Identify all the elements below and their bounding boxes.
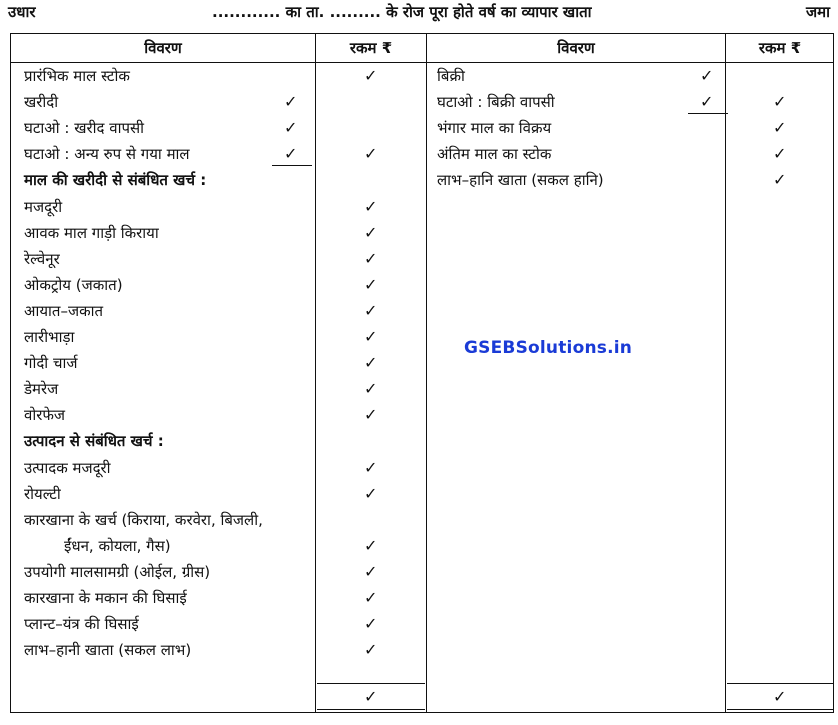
- debit-row-label: प्लान्ट–यंत्र की घिसाई: [24, 615, 139, 634]
- credit-amount-tick: ✓: [773, 144, 787, 164]
- debit-row-label: खरीदी: [24, 93, 59, 112]
- debit-amount-tick: ✓: [364, 561, 378, 581]
- debit-label: उधार: [8, 3, 36, 21]
- credit-row-label: लाभ–हानि खाता (सकल हानि): [437, 171, 604, 190]
- debit-row-label: रेल्वेनूर: [24, 249, 60, 268]
- credit-row-label: बिक्री: [437, 67, 465, 85]
- debit-row-label: आयात–जकात: [24, 301, 104, 320]
- debit-row-label: उत्पादन से संबंधित खर्च :: [24, 432, 164, 451]
- debit-amount-tick: ✓: [364, 457, 378, 477]
- credit-amount-heading: रकम ₹: [758, 39, 802, 57]
- debit-subtotal-rule: [272, 165, 312, 166]
- debit-particulars-heading: विवरण: [144, 39, 182, 57]
- credit-subtotal-rule: [688, 113, 728, 114]
- divider-credit-amount: [725, 33, 726, 713]
- debit-row-label: मजदूरी: [24, 197, 63, 216]
- debit-row-label: ईंधन, कोयला, गैस): [64, 536, 171, 555]
- debit-total-double-rule: [317, 709, 425, 710]
- debit-inner-tick: ✓: [284, 144, 298, 164]
- debit-row-label: रोयल्टी: [24, 484, 61, 503]
- debit-row-label: डेमरेज: [24, 380, 59, 399]
- debit-row-label: गोदी चार्ज: [24, 354, 78, 373]
- debit-amount-tick: ✓: [364, 483, 378, 503]
- debit-row-label: आवक माल गाड़ी किराया: [24, 223, 159, 242]
- divider-center: [426, 33, 427, 713]
- debit-amount-tick: ✓: [364, 405, 378, 425]
- credit-total-tick: ✓: [773, 687, 787, 706]
- credit-amount-tick: ✓: [773, 92, 787, 112]
- debit-amount-tick: ✓: [364, 353, 378, 373]
- credit-total-double-rule: [727, 709, 833, 710]
- debit-row-label: प्रारंभिक माल स्टोक: [24, 67, 130, 85]
- debit-inner-tick: ✓: [284, 118, 298, 138]
- debit-inner-tick: ✓: [284, 92, 298, 112]
- debit-total-rule: [317, 683, 425, 684]
- debit-row-label: कारखाना के खर्च (किराया, करवेरा, बिजली,: [24, 510, 263, 529]
- debit-amount-tick: ✓: [364, 274, 378, 294]
- debit-amount-tick: ✓: [364, 379, 378, 399]
- debit-amount-tick: ✓: [364, 144, 378, 164]
- debit-amount-tick: ✓: [364, 300, 378, 320]
- debit-amount-tick: ✓: [364, 614, 378, 634]
- credit-amount-tick: ✓: [773, 118, 787, 138]
- debit-amount-tick: ✓: [364, 222, 378, 242]
- debit-row-label: माल की खरीदी से संबंधित खर्च :: [24, 171, 207, 190]
- credit-amount-tick: ✓: [773, 170, 787, 190]
- debit-row-label: कारखाना के मकान की घिसाई: [24, 589, 187, 607]
- debit-amount-tick: ✓: [364, 66, 378, 85]
- credit-inner-tick: ✓: [700, 66, 714, 85]
- site-watermark: GSEBSolutions.in: [464, 338, 633, 358]
- header-rule: [10, 62, 834, 63]
- debit-row-label: उपयोगी मालसामग्री (ओईल, ग्रीस): [24, 562, 211, 581]
- credit-row-label: घटाओ : बिक्री वापसी: [437, 93, 555, 112]
- credit-label: जमा: [806, 3, 830, 21]
- debit-row-label: वोरफेज: [24, 406, 66, 425]
- credit-inner-tick: ✓: [700, 92, 714, 112]
- debit-row-label: उत्पादक मजदूरी: [24, 458, 111, 477]
- credit-total-rule: [727, 683, 833, 684]
- debit-amount-tick: ✓: [364, 588, 378, 607]
- debit-row-label: लाभ–हानी खाता (सकल लाभ): [24, 641, 192, 660]
- divider-debit-amount: [315, 33, 316, 713]
- debit-row-label: घटाओ : अन्य रुप से गया माल: [24, 145, 190, 164]
- account-title: ............ का ता. ......... के रोज पूरा होते वर्ष का व्यापार खाता: [212, 3, 592, 21]
- debit-total-tick: ✓: [364, 687, 378, 706]
- debit-amount-heading: रकम ₹: [349, 39, 393, 57]
- debit-row-label: घटाओ : खरीद वापसी: [24, 119, 145, 138]
- credit-particulars-heading: विवरण: [557, 39, 595, 57]
- debit-amount-tick: ✓: [364, 640, 378, 660]
- credit-row-label: अंतिम माल का स्टोक: [437, 145, 552, 164]
- debit-row-label: ओकट्रोय (जकात): [24, 275, 123, 294]
- debit-amount-tick: ✓: [364, 327, 378, 346]
- credit-row-label: भंगार माल का विक्रय: [437, 119, 552, 138]
- debit-amount-tick: ✓: [364, 535, 378, 555]
- debit-row-label: लारीभाड़ा: [24, 328, 75, 346]
- debit-amount-tick: ✓: [364, 248, 378, 268]
- debit-amount-tick: ✓: [364, 196, 378, 216]
